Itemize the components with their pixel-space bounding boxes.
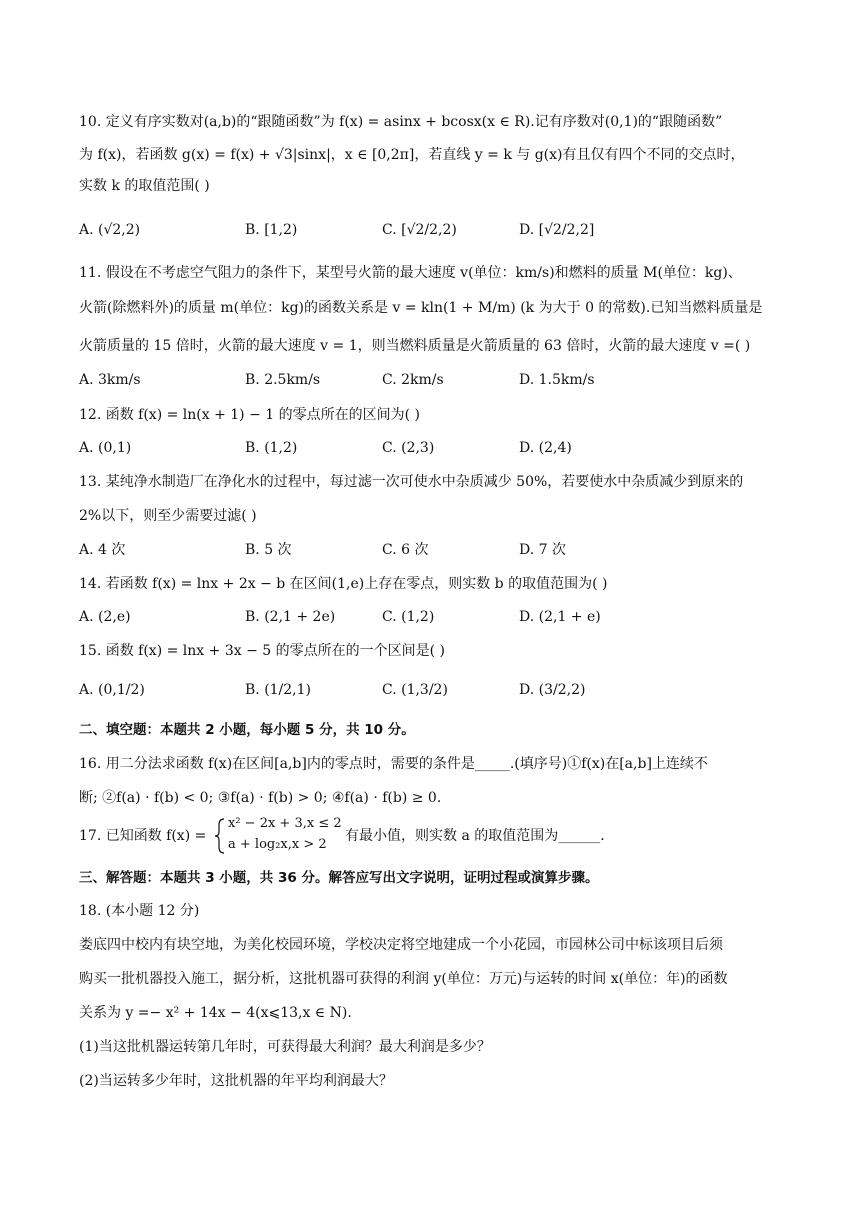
q12-line1: 12. 函数 f(x) = ln(x + 1) − 1 的零点所在的区间为( ) xyxy=(79,407,421,423)
q13-line1: 13. 某纯净水制造厂在净化水的过程中，每过滤一次可使水中杂质减少 50%，若要使水中杂质减少到原来的 xyxy=(79,474,744,490)
q15-line1: 15. 函数 f(x) = lnx + 3x − 5 的零点所在的一个区间是( ) xyxy=(79,643,445,659)
q12-option-c: C. (2,3) xyxy=(382,440,435,456)
section-fill-in-heading: 二、填空题：本题共 2 小题，每小题 5 分，共 10 分。 xyxy=(79,722,415,738)
q11-line1: 11. 假设在不考虑空气阻力的条件下，某型号火箭的最大速度 v(单位：km/s)和燃料的质量 M(单位：kg)、 xyxy=(79,265,742,281)
q18-line1: 娄底四中校内有块空地，为美化校园环境，学校决定将空地建成一个小花园，市园林公司中标该项目后须 xyxy=(79,937,723,953)
q15-option-d: D. (3/2,2) xyxy=(519,682,586,698)
q11-option-c: C. 2km/s xyxy=(382,372,444,388)
q14-option-a: A. (2,e) xyxy=(79,609,131,625)
q10-option-a: A. (√2,2) xyxy=(79,222,141,238)
section-answer-heading: 三、解答题：本题共 3 小题，共 36 分。解答应写出文字说明，证明过程或演算步骤。 xyxy=(79,870,599,886)
q18-sub2: (2)当运转多少年时，这批机器的年平均利润最大？ xyxy=(79,1073,393,1089)
q15-option-a: A. (0,1/2) xyxy=(79,682,145,698)
q13-option-d: D. 7 次 xyxy=(519,542,566,558)
q18-sub1: (1)当这批机器运转第几年时，可获得最大利润？最大利润是多少？ xyxy=(79,1039,491,1055)
q17-prefix: 17. 已知函数 f(x) = xyxy=(79,828,207,844)
q10-option-b: B. [1,2) xyxy=(245,222,298,238)
q15-option-b: B. (1/2,1) xyxy=(245,682,312,698)
q11-line2: 火箭(除燃料外)的质量 m(单位：kg)的函数关系是 v = kln(1 + M/m) (k 为大于 0 的常数).已知当燃料质量是 xyxy=(79,300,763,316)
q13-option-a: A. 4 次 xyxy=(79,542,126,558)
q16-line1: 16. 用二分法求函数 f(x)在区间[a,b]内的零点时，需要的条件是_____.(填序号)①f(x)在[a,b]上连续不 xyxy=(79,756,708,772)
q14-option-c: C. (1,2) xyxy=(382,609,435,625)
q14-line1: 14. 若函数 f(x) = lnx + 2x − b 在区间(1,e)上存在零点，则实数 b 的取值范围为( ) xyxy=(79,576,608,592)
q10-option-c: C. [√2/2,2) xyxy=(382,222,457,238)
q10-line1: 10. 定义有序实数对(a,b)的“跟随函数”为 f(x) = asinx + bcosx(x ∈ R).记有序数对(0,1)的“跟随函数” xyxy=(79,114,723,130)
q10-option-d: D. [√2/2,2] xyxy=(519,222,595,238)
q13-option-c: C. 6 次 xyxy=(382,542,429,558)
q11-option-d: D. 1.5km/s xyxy=(519,372,595,388)
piecewise-brace xyxy=(214,818,226,854)
q11-option-a: A. 3km/s xyxy=(79,372,141,388)
q13-option-b: B. 5 次 xyxy=(245,542,292,558)
q10-line3: 实数 k 的取值范围( ) xyxy=(79,178,210,194)
q17-suffix: 有最小值，则实数 a 的取值范围为______. xyxy=(345,828,605,844)
q11-option-b: B. 2.5km/s xyxy=(245,372,321,388)
q13-line2: 2%以下，则至少需要过滤( ) xyxy=(79,508,257,524)
q12-option-a: A. (0,1) xyxy=(79,440,132,456)
q14-option-d: D. (2,1 + e) xyxy=(519,609,601,625)
q18-line3: 关系为 y =− x² + 14x − 4(x⩽13,x ∈ N). xyxy=(79,1005,352,1021)
q18-line2: 购买一批机器投入施工，据分析，这批机器可获得的利润 y(单位：万元)与运转的时间 x(单位：年)的函数 xyxy=(79,971,728,987)
q14-option-b: B. (2,1 + 2e) xyxy=(245,609,336,625)
q10-line2: 为 f(x)，若函数 g(x) = f(x) + √3|sinx|，x ∈ [0,2π]，若直线 y = k 与 g(x)有且仅有四个不同的交点时， xyxy=(79,147,745,163)
q17-case2: a + log₂x,x > 2 xyxy=(228,837,327,852)
q12-option-b: B. (1,2) xyxy=(245,440,298,456)
q18-header: 18. (本小题 12 分) xyxy=(79,903,200,919)
q12-option-d: D. (2,4) xyxy=(519,440,572,456)
q15-option-c: C. (1,3/2) xyxy=(382,682,448,698)
q17-case1: x² − 2x + 3,x ≤ 2 xyxy=(228,816,342,831)
q16-line2: 断; ②f(a) · f(b) < 0; ③f(a) · f(b) > 0; ④f(a) · f(b) ≥ 0. xyxy=(79,790,442,806)
q11-line3: 火箭质量的 15 倍时，火箭的最大速度 v = 1，则当燃料质量是火箭质量的 63 倍时，火箭的最大速度 v =( ) xyxy=(79,338,751,354)
